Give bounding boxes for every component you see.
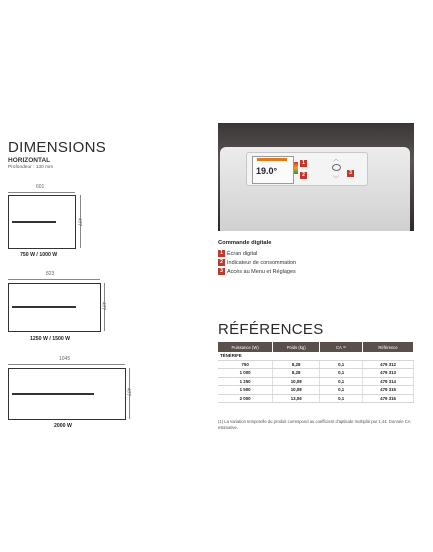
control-unit bbox=[246, 152, 368, 186]
cell-reference: 479 315 bbox=[363, 386, 414, 395]
badge-1: 1 bbox=[300, 160, 307, 167]
cell-power: 1 250 bbox=[218, 377, 273, 386]
col-header-power: Puissance (W) bbox=[218, 342, 273, 352]
footnote: (1) La variation temporelle du produit correspond au coefficient d'aptitude multiplié par 1,44. Donnée CA estimative. bbox=[218, 419, 411, 430]
dimensions-title: DIMENSIONS bbox=[8, 139, 107, 156]
model-3-width: 1045 bbox=[59, 356, 71, 362]
badge-2: 2 bbox=[300, 172, 307, 179]
radiator-control-bar bbox=[12, 221, 56, 223]
cell-ca: 0,1 bbox=[320, 360, 363, 369]
col-header-weight: Poids (kg) bbox=[273, 342, 320, 352]
cell-weight: 13,06 bbox=[273, 394, 320, 403]
command-item-1 bbox=[218, 250, 296, 259]
radiator-model-3 bbox=[8, 368, 126, 420]
product-photo bbox=[218, 123, 414, 231]
model-2-width-line bbox=[8, 279, 100, 280]
badge-wrap-3 bbox=[347, 165, 356, 183]
screen-status-bar bbox=[257, 158, 287, 161]
model-1-caption: 750 W / 1000 W bbox=[20, 252, 58, 258]
command-item-3 bbox=[218, 268, 296, 277]
badge-3: 3 bbox=[347, 170, 354, 177]
cell-ca: 0,1 bbox=[320, 369, 363, 378]
command-item-2 bbox=[218, 259, 296, 268]
col-header-ca: CA ⁽¹⁾ bbox=[320, 342, 363, 352]
cell-ca: 0,1 bbox=[320, 386, 363, 395]
model-2-height: 477 bbox=[100, 302, 106, 311]
cell-reference: 479 316 bbox=[363, 394, 414, 403]
cell-reference: 479 312 bbox=[363, 360, 414, 369]
product-range: TÉNÉRIFE bbox=[218, 352, 414, 360]
references-table bbox=[218, 342, 414, 403]
radiator-control-bar bbox=[12, 393, 94, 395]
temperature-display: 19.0° bbox=[256, 166, 278, 176]
table-row bbox=[218, 377, 414, 386]
command-title: Commande digitale bbox=[218, 240, 272, 246]
table-row bbox=[218, 369, 414, 378]
model-1-height: 477 bbox=[76, 218, 82, 227]
model-2-caption: 1250 W / 1500 W bbox=[30, 336, 71, 342]
down-arrow-icon: ﹀ bbox=[333, 177, 340, 183]
references-title: RÉFÉRENCES bbox=[218, 321, 324, 338]
table-subheader-row bbox=[218, 352, 414, 360]
command-item-label: Accès au Menu et Réglages bbox=[227, 269, 296, 275]
model-2-width: 823 bbox=[46, 271, 55, 277]
model-1-width: 601 bbox=[36, 184, 45, 190]
cell-power: 2 000 bbox=[218, 394, 273, 403]
radiator-model-2 bbox=[8, 283, 101, 332]
table-header-row bbox=[218, 342, 414, 352]
cell-weight: 10,08 bbox=[273, 377, 320, 386]
badge-2: 2 bbox=[218, 259, 225, 266]
col-header-reference: Référence bbox=[363, 342, 414, 352]
table-row bbox=[218, 360, 414, 369]
cell-weight: 8,28 bbox=[273, 369, 320, 378]
cell-weight: 10,08 bbox=[273, 386, 320, 395]
badge-1: 1 bbox=[218, 250, 225, 257]
radiator-panel bbox=[220, 147, 410, 231]
badge-3: 3 bbox=[218, 268, 225, 275]
model-3-height: 477 bbox=[125, 388, 131, 397]
cell-reference: 479 313 bbox=[363, 369, 414, 378]
radiator-model-1 bbox=[8, 195, 76, 249]
model-3-caption: 2000 W bbox=[54, 423, 72, 429]
cell-power: 1 500 bbox=[218, 386, 273, 395]
radiator-control-bar bbox=[12, 306, 76, 308]
cell-weight: 8,28 bbox=[273, 360, 320, 369]
digital-screen bbox=[252, 156, 294, 184]
table-row bbox=[218, 386, 414, 395]
table-row bbox=[218, 394, 414, 403]
orientation-subtitle: HORIZONTAL bbox=[8, 157, 51, 164]
badge-wrap-2 bbox=[300, 167, 309, 185]
command-item-label: Indicateur de consommation bbox=[227, 260, 297, 266]
cell-ca: 0,1 bbox=[320, 394, 363, 403]
cell-power: 750 bbox=[218, 360, 273, 369]
depth-text: Profondeur : 130 mm bbox=[8, 165, 54, 170]
up-arrow-icon: ︿ bbox=[333, 157, 340, 163]
ok-button-icon bbox=[332, 164, 341, 171]
command-list bbox=[218, 250, 296, 277]
cell-reference: 479 314 bbox=[363, 377, 414, 386]
cell-power: 1 000 bbox=[218, 369, 273, 378]
model-3-width-line bbox=[8, 364, 125, 365]
model-1-width-line bbox=[8, 192, 75, 193]
command-item-label: Écran digital bbox=[227, 251, 258, 257]
cell-ca: 0,1 bbox=[320, 377, 363, 386]
consumption-indicator-icon bbox=[294, 162, 298, 174]
